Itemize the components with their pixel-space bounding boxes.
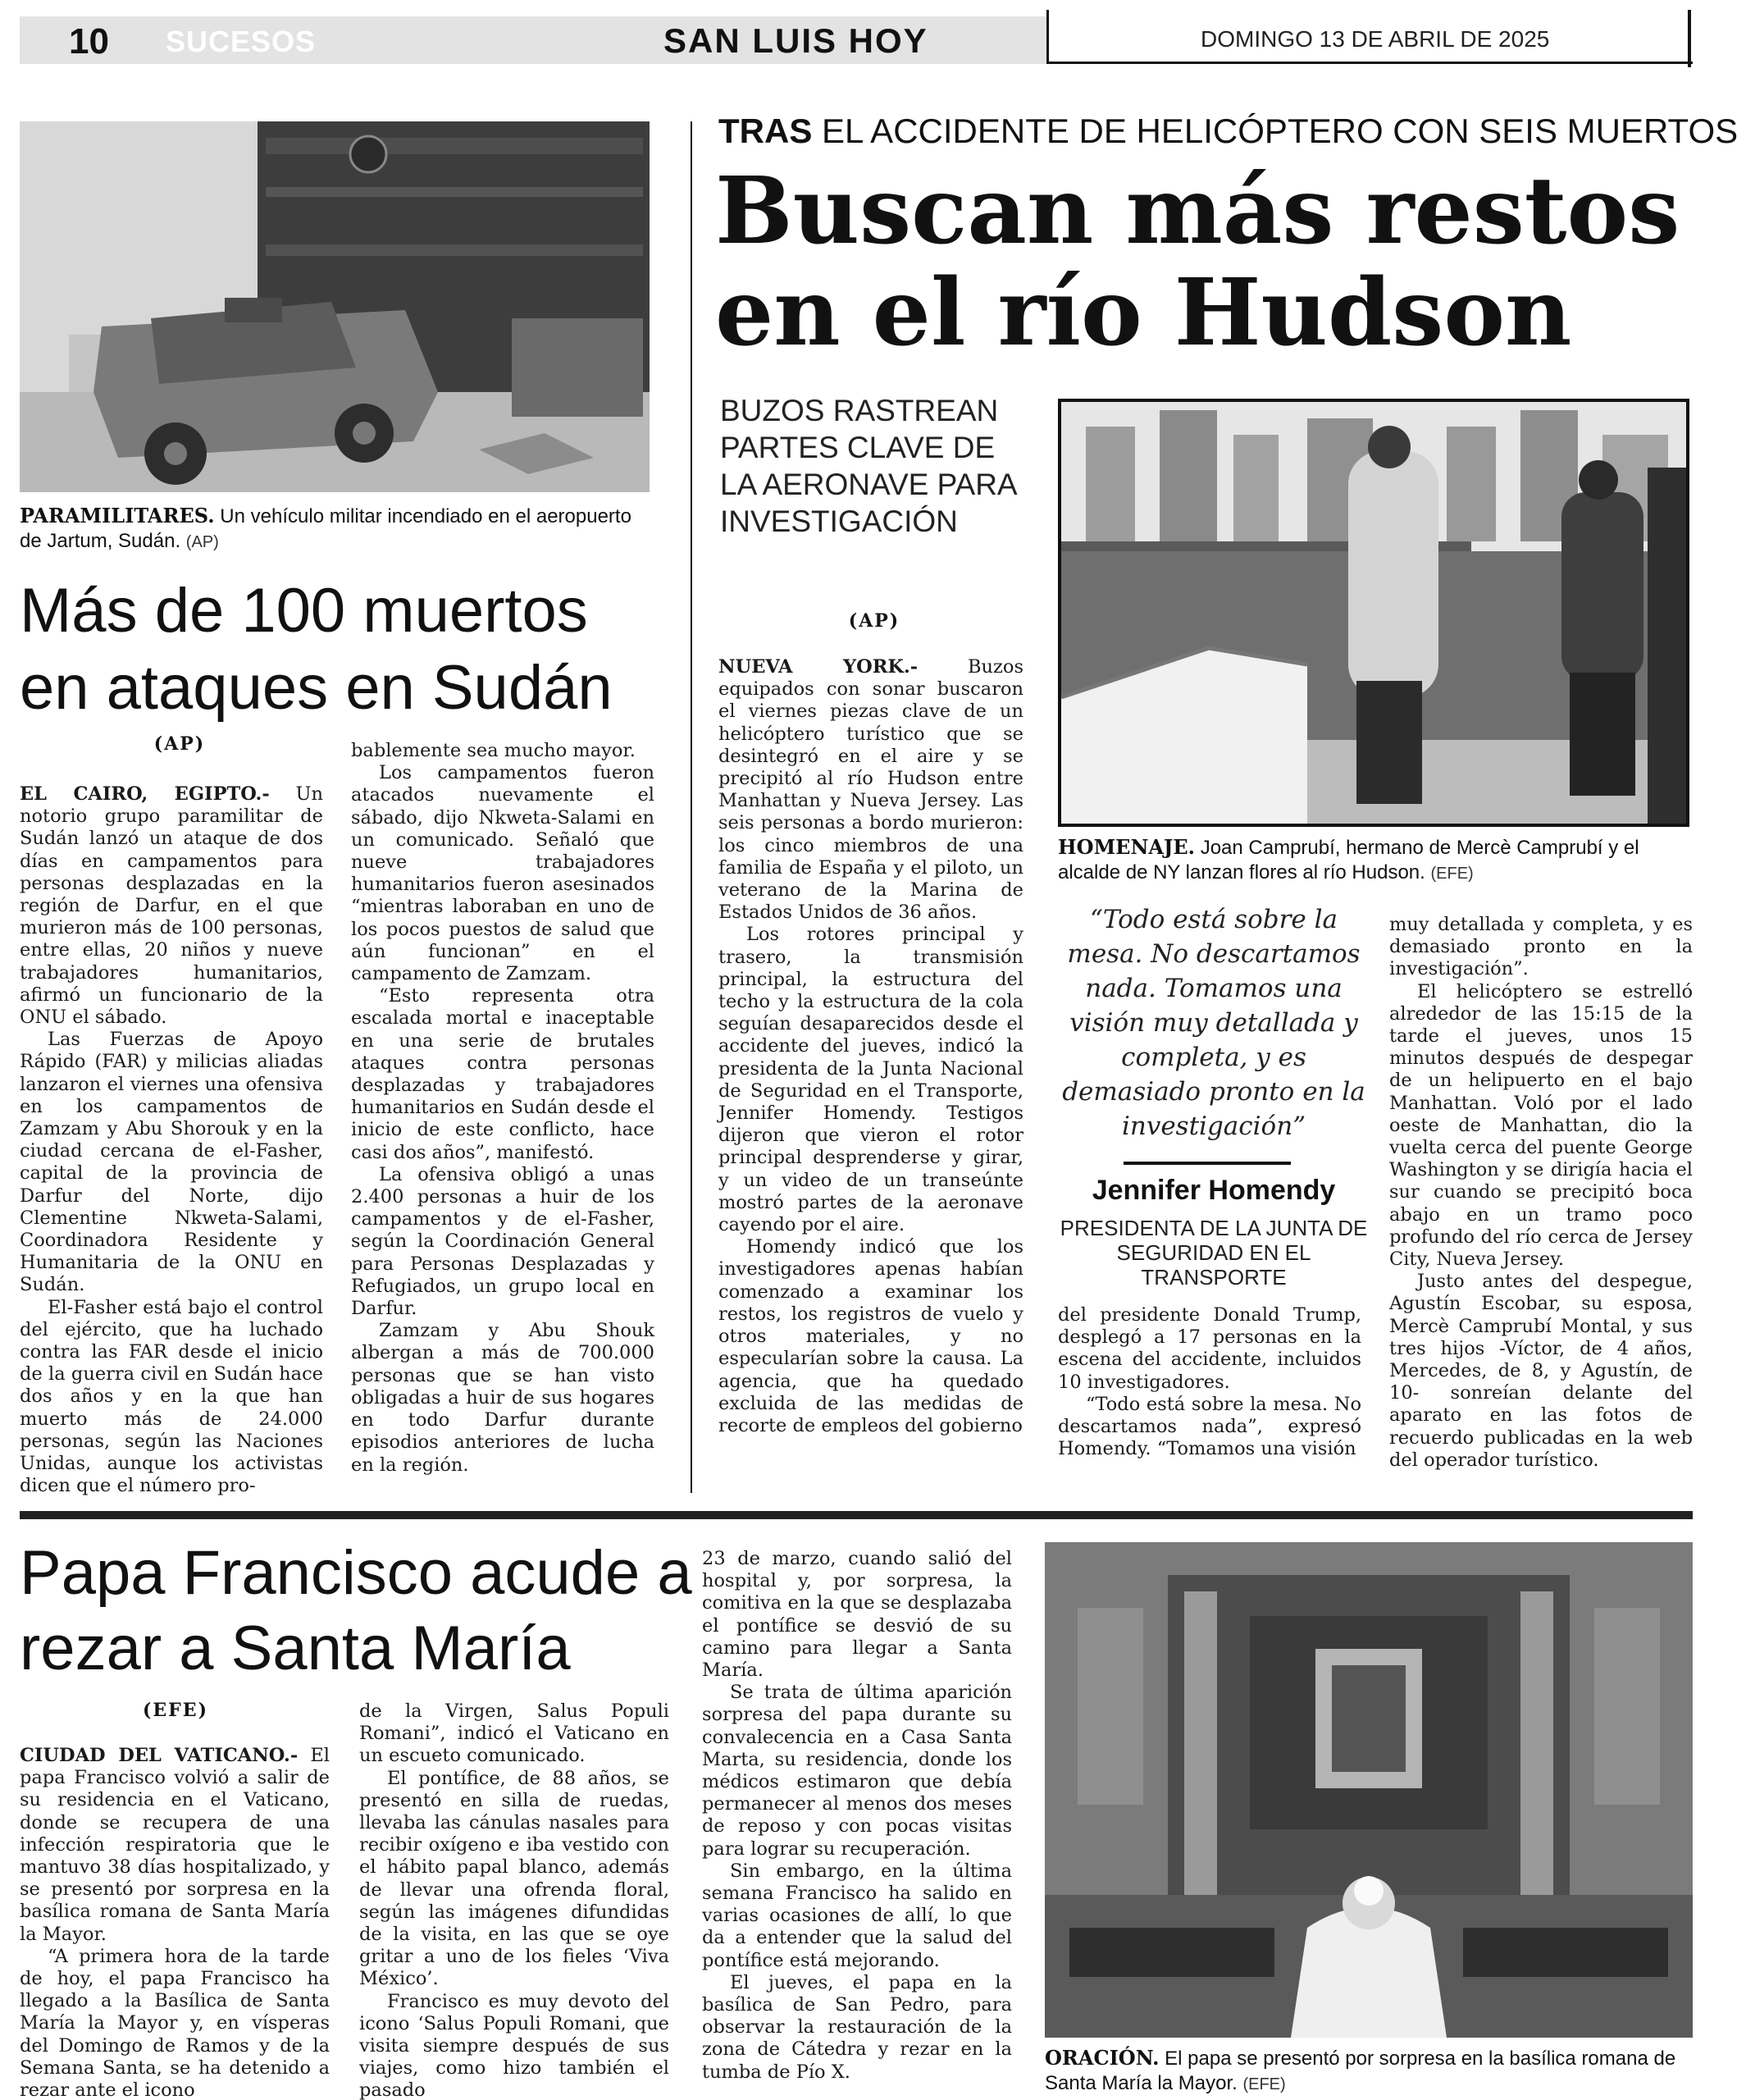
papa-column-3: [702, 1548, 1012, 2084]
masthead-divider: [1046, 10, 1049, 64]
basilica-altar-illustration: [1045, 1542, 1693, 2038]
hudson-column-1: [718, 656, 1023, 1437]
papa-para-6: 23 de marzo, cuando salió del hospital y, por sorpresa, la comitiva en la que se desplazaba el pontífice se desvió de su camino para llegar a Santa María.: [702, 1548, 1012, 1682]
papa-para-4: El pontífice, de 88 años, se presentó en silla de ruedas, llevaba las cánulas nasales para recibir oxígeno e iba vestido con el hábito papal blanco, además de llevar una ofrenda floral, según las imágenes difundidas de la visita, en las que se oye gritar a uno de los fieles ‘Viva México’.: [359, 1767, 669, 1990]
quote-author: Jennifer Homendy: [1092, 1175, 1336, 1206]
hudson-caption-text: Joan Camprubí, hermano de Mercè Camprubí y el alcalde de NY lanzan flores al río Hudson.: [1058, 837, 1639, 883]
papa-para-7: Se trata de última aparición sorpresa del papa durante su convalecencia en a Casa Santa Marta, su residencia, donde los médicos estimaron que debía permanecer al menos dos meses de reposo y con pocas visitas para lograr su recuperación.: [702, 1682, 1012, 1860]
sudan-para-4: bablemente sea mucho mayor.: [351, 740, 636, 761]
hudson-para-2: Los rotores principal y trasero, la transmisión principal, la estructura del techo y la estructura de la cola seguían desaparecidos desde el accidente del jueves, indicó la presidenta de la Junta Nacional de Seguridad en el Transporte, Jennifer Homendy. Testigos dijeron que vieron el rotor principal desprenderse y girar, y un video de un transeúnte mostró partes de la aeronave cayendo por el aire.: [718, 924, 1023, 1236]
section-divider-horizontal: [20, 1511, 1693, 1519]
hudson-agency: (AP): [848, 610, 900, 632]
sudan-para-8: Zamzam y Abu Shouk albergan a más de 700.000 personas que se han visto obligadas a huir de sus hogares en todo Darfur durante episodios anteriores de lucha en la región.: [351, 1320, 654, 1476]
hudson-kicker-bold: TRAS: [718, 112, 813, 150]
sudan-para-2: Las Fuerzas de Apoyo Rápido (FAR) y milicias aliadas lanzaron el viernes una ofensiva en los campamentos de Zamzam y Abu Shorouk y en la ciudad cercana de el-Fasher, capital de la provincia de Darfur del Norte, dijo Clementine Nkweta-Salami, Coordinadora Residente y Humanitaria de la ONU en Sudán.: [20, 1029, 323, 1296]
sudan-para-3: El-Fasher está bajo el control del ejército, que ha luchado contra las FAR desde el inicio de la guerra civil en Sudán hace dos años y en la que han muerto más de 24.000 personas, según las Naciones Unidas, aunque los activistas dicen que el número pro-: [20, 1296, 323, 1497]
papa-para-8: Sin embargo, en la última semana Francisco ha salido en varias ocasiones de allí, lo que da a entender que la salud del pontífice está mejorando.: [702, 1860, 1012, 1971]
papa-para-9: El jueves, el papa en la basílica de San Pedro, para observar la restauración de la zona de Cátedra y rezar en la tumba de Pío X.: [702, 1971, 1012, 2083]
papa-para-2: “A primera hora de la tarde de hoy, el papa Francisco ha llegado a la Basílica de Santa María la Mayor y, en vísperas del Domingo de Ramos y de la Semana Santa, se ha detenido a rezar ante el icono: [20, 1945, 330, 2100]
hudson-dateline: NUEVA YORK.-: [718, 656, 919, 678]
papa-dateline: CIUDAD DEL VATICANO.-: [20, 1745, 299, 1766]
hudson-para-1: NUEVA YORK.- Buzos equipados con sonar buscaron el viernes piezas clave de un helicóptero turístico que se desintegró en el aire y se precipitó al río Hudson entre Manhattan y Nueva Jersey. Las seis personas a bordo murieron: los cinco miembros de una familia de España y el piloto, un veterano de la Marina de Estados Unidos de 36 años.: [718, 656, 1023, 924]
column-divider-vertical: [691, 121, 692, 1493]
hudson-para-5: “Todo está sobre la mesa. No descartamos nada”, expresó Homendy. “Tomamos una visión: [1058, 1393, 1361, 1460]
papa-caption-label: ORACIÓN.: [1045, 2046, 1160, 2070]
hudson-para-4: del presidente Donald Trump, desplegó a 17 personas en la escena del accidente, incluidos 10 investigadores.: [1058, 1304, 1361, 1393]
sudan-caption: [20, 504, 651, 555]
sudan-photo: [20, 121, 650, 492]
sudan-agency: (AP): [153, 733, 206, 755]
papa-agency: (EFE): [143, 1700, 208, 1721]
sudan-headline: Más de 100 muertos en ataques en Sudán: [20, 576, 613, 723]
section-name: SUCESOS: [166, 25, 317, 58]
sudan-column-1: [20, 783, 323, 1498]
papa-headline: Papa Francisco acude a rezar a Santa María: [20, 1538, 692, 1683]
hudson-column-3: [1389, 914, 1693, 1472]
papa-caption-text: El papa se presentó por sorpresa en la basílica romana de Santa María la Mayor.: [1045, 2048, 1676, 2094]
papa-para-3: de la Virgen, Salus Populi Romani”, indicó el Vaticano en un escueto comunicado.: [359, 1701, 669, 1767]
sudan-para-1: EL CAIRO, EGIPTO.- Un notorio grupo paramilitar de Sudán lanzó un ataque de dos días en campamentos para personas desplazadas en la región de Darfur, en el que murieron más de 100 personas, entre ellas, 20 niños y nueve trabajadores humanitarios, afirmó un funcionario de la ONU el sábado.: [20, 783, 323, 1029]
papa-photo: [1045, 1542, 1693, 2038]
sudan-para-6: “Esto representa otra escalada mortal e inaceptable en una serie de brutales ataques contra personas desplazadas y trabajadores humanitarios en Sudán desde el inicio de este conflicto, hace casi dos años”, manifestó.: [351, 985, 654, 1163]
hudson-kicker-text: EL ACCIDENTE DE HELICÓPTERO CON SEIS MUERTOS: [822, 112, 1739, 150]
sudan-caption-source: (AP): [185, 533, 219, 551]
hudson-column-2: [1058, 1304, 1361, 1460]
hudson-para-7: El helicóptero se estrelló alrededor de las 15:15 de la tarde el jueves, unos 15 minutos después de despegar de un helipuerto en el bajo Manhattan. Voló por el lado oeste de Manhattan, dio la vuelta cerca del puente George Washington y se dirigía hacia el sur cuando se precipitó boca abajo en un tramo poco profundo del río cerca de Jersey City, Nueva Jersey.: [1389, 980, 1693, 1271]
sudan-caption-label: PARAMILITARES.: [20, 504, 215, 527]
header-bar: [20, 16, 1693, 64]
sudan-column-2: [351, 740, 654, 1477]
sudan-para-7: La ofensiva obligó a unas 2.400 personas a huir de los campamentos y de el-Fasher, según la Coordinación General para Personas Desplazadas y Refugiados, un grupo local en Darfur.: [351, 1163, 654, 1320]
quote-author-title: PRESIDENTA DE LA JUNTA DE SEGURIDAD EN EL TRANSPORTE: [1060, 1216, 1368, 1290]
hudson-kicker: [718, 112, 1738, 151]
pull-quote: “Todo está sobre la mesa. No descartamos nada. Tomamos una visión muy detallada y completa, y es demasiado pronto en la investigación”: [1062, 905, 1365, 1141]
pull-quote-rule: [1124, 1162, 1291, 1165]
burned-vehicle-illustration: [20, 121, 650, 492]
issue-date: DOMINGO 13 DE ABRIL DE 2025: [1201, 26, 1550, 52]
sudan-caption-text: Un vehículo militar incendiado en el aeropuerto de Jartum, Sudán.: [20, 505, 631, 552]
page-number: 10: [69, 21, 109, 62]
hudson-caption: [1058, 835, 1691, 886]
papa-para-1: CIUDAD DEL VATICANO.- El papa Francisco volvió a salir de su residencia en el Vaticano, donde se recupera de una infección respiratoria que le mantuvo 38 días hospitalizado, y se presentó por sorpresa en la basílica romana de Santa María la Mayor.: [20, 1745, 330, 1945]
hudson-para-8: Justo antes del despegue, Agustín Escobar, su esposa, Mercè Camprubí Montal, y sus tres hijos -Víctor, de 4 años, Mercedes, de 8, y Agustín, de 10- sonreían delante del aparato en las fotos de recuerdo publicadas en la web del operador turístico.: [1389, 1271, 1693, 1471]
hudson-subhead: BUZOS RASTREAN PARTES CLAVE DE LA AERONAVE PARA INVESTIGACIÓN: [720, 394, 1016, 538]
papa-column-1: [20, 1745, 330, 2100]
hudson-caption-label: HOMENAJE.: [1058, 835, 1196, 859]
hudson-para-3: Homendy indicó que los investigadores apenas habían comenzado a examinar los restos, los registros de vuelo y otros materiales, y no especularían sobre la causa. La agencia, que ha quedado excluida de las medidas de recorte de empleos del gobierno: [718, 1236, 1023, 1436]
papa-column-2: [359, 1701, 669, 2100]
header-right-rule: [1688, 10, 1691, 67]
papa-caption: [1045, 2046, 1693, 2097]
sudan-dateline: EL CAIRO, EGIPTO.-: [20, 783, 270, 805]
hudson-headline-line-2: en el río Hudson: [715, 259, 1572, 367]
hudson-photo: [1058, 399, 1689, 827]
hudson-para-6: muy detallada y completa, y es demasiado pronto en la investigación”.: [1389, 914, 1693, 980]
river-tribute-illustration: [1061, 402, 1686, 824]
masthead: SAN LUIS HOY: [663, 21, 928, 60]
sudan-para-5: Los campamentos fueron atacados nuevamente el sábado, dijo Nkweta-Salami en un comunicado. Señaló que nueve trabajadores humanitarios fueron asesinados “mientras laboraban en uno de los pocos puestos de salud que aún funcionan” en el campamento de Zamzam.: [351, 762, 654, 985]
hudson-headline: [715, 158, 1691, 367]
papa-para-5: Francisco es muy devoto del icono ‘Salus Populi Romani, que visita siempre después de sus viajes, como hizo también el pasado: [359, 1990, 669, 2100]
hudson-headline-line-1: Buscan más restos: [715, 158, 1680, 265]
papa-caption-source: (EFE): [1242, 2075, 1286, 2093]
hudson-caption-source: (EFE): [1430, 865, 1474, 883]
